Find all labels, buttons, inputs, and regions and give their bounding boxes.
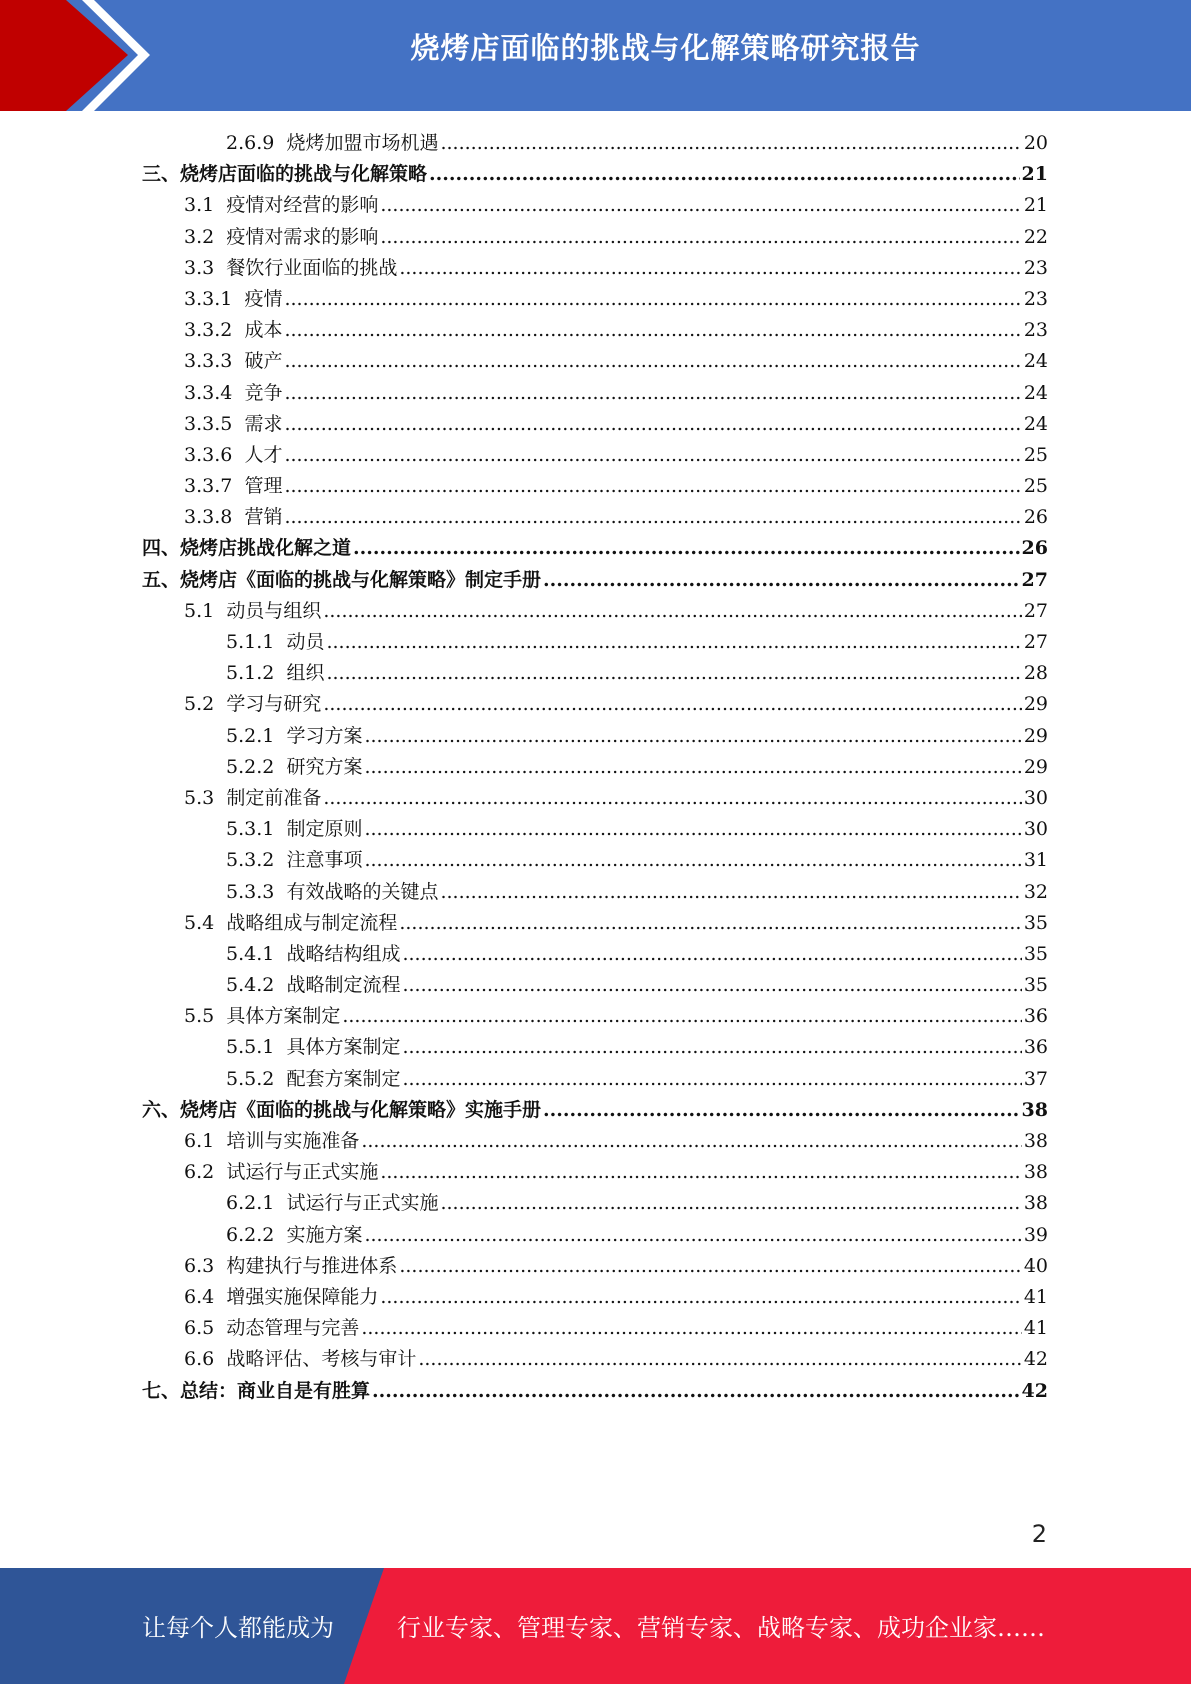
toc-entry-page: 23 xyxy=(1023,319,1048,342)
toc-entry-page: 38 xyxy=(1023,1130,1048,1152)
toc-entry-title: 烧烤店面临的挑战与化解策略 xyxy=(180,163,428,186)
toc-entry-page: 24 xyxy=(1023,412,1048,435)
toc-entry-page: 20 xyxy=(1023,132,1048,154)
toc-entry-title: 配套方案制定 xyxy=(286,1067,401,1090)
toc-entry-title: 烧烤店挑战化解之道 xyxy=(180,537,352,560)
toc-entry[interactable] xyxy=(142,1251,1048,1282)
toc-dot-leader xyxy=(284,409,1021,440)
toc-entry-page: 29 xyxy=(1023,693,1048,716)
toc-entry-title: 增强实施保障能力 xyxy=(226,1285,379,1308)
toc-entry[interactable] xyxy=(142,253,1048,284)
toc-entry[interactable] xyxy=(142,877,1048,908)
toc-entry-title: 组织 xyxy=(286,662,325,685)
toc-entry-title: 注意事项 xyxy=(286,849,363,872)
toc-entry-page: 38 xyxy=(1023,1161,1048,1184)
toc-dot-leader xyxy=(364,721,1021,752)
toc-entry[interactable] xyxy=(142,222,1048,253)
toc-entry-number: 六、 xyxy=(142,1098,181,1121)
toc-entry-title: 破产 xyxy=(244,350,283,373)
toc-entry-page: 35 xyxy=(1023,942,1048,965)
toc-entry-number: 3.3 xyxy=(184,256,215,279)
toc-entry-page: 23 xyxy=(1023,287,1048,310)
toc-dot-leader xyxy=(284,502,1021,533)
toc-entry-number: 5.2.1 xyxy=(226,724,275,747)
toc-entry[interactable] xyxy=(142,1376,1048,1407)
toc-entry-number: 3.3.6 xyxy=(184,443,233,466)
toc-entry-number: 3.2 xyxy=(184,225,215,248)
toc-entry-page: 32 xyxy=(1023,880,1048,903)
toc-entry[interactable] xyxy=(142,783,1048,814)
toc-entry-page: 38 xyxy=(1021,1098,1048,1121)
toc-entry[interactable] xyxy=(142,1188,1048,1219)
toc-entry-page: 41 xyxy=(1023,1317,1048,1340)
toc-entry[interactable] xyxy=(142,939,1048,970)
toc-entry-number: 6.2 xyxy=(184,1161,215,1184)
toc-entry[interactable] xyxy=(142,752,1048,783)
toc-entry-title: 研究方案 xyxy=(286,755,363,778)
toc-dot-leader xyxy=(543,565,1020,596)
toc-entry[interactable] xyxy=(142,845,1048,876)
toc-entry-title: 营销 xyxy=(244,506,283,529)
toc-entry-page: 23 xyxy=(1023,256,1048,279)
toc-entry-number: 5.4 xyxy=(184,911,215,934)
toc-entry-page: 27 xyxy=(1021,568,1048,591)
toc-entry-number: 6.1 xyxy=(184,1130,215,1152)
toc-entry-title: 烧烤店《面临的挑战与化解策略》制定手册 xyxy=(180,568,542,591)
footer-slogan-right: 行业专家、管理专家、营销专家、战略专家、成功企业家…… xyxy=(397,1614,1045,1642)
toc-entry-number: 三、 xyxy=(142,163,181,186)
toc-entry-title: 有效战略的关键点 xyxy=(286,880,439,903)
toc-entry-number: 6.5 xyxy=(184,1317,215,1340)
toc-entry[interactable] xyxy=(142,128,1048,159)
toc-entry-number: 6.4 xyxy=(184,1285,215,1308)
toc-entry-number: 6.6 xyxy=(184,1348,215,1371)
toc-entry-title: 需求 xyxy=(244,412,283,435)
toc-entry-page: 30 xyxy=(1023,786,1048,809)
toc-dot-leader xyxy=(284,315,1021,346)
toc-dot-leader xyxy=(342,1001,1021,1032)
toc-entry-number: 5.4.1 xyxy=(226,942,275,965)
toc-entry[interactable] xyxy=(142,159,1048,190)
toc-entry-page: 35 xyxy=(1023,911,1048,934)
toc-entry-title: 战略制定流程 xyxy=(286,974,401,997)
page-number: 2 xyxy=(1031,1520,1047,1548)
toc-dot-leader xyxy=(402,939,1021,970)
toc-entry[interactable] xyxy=(142,315,1048,346)
toc-entry-title: 总结：商业自是有胜算 xyxy=(180,1379,371,1402)
toc-entry[interactable] xyxy=(142,440,1048,471)
toc-entry-number: 5.4.2 xyxy=(226,974,275,997)
toc-entry-title: 具体方案制定 xyxy=(286,1036,401,1059)
toc-entry-number: 5.1.1 xyxy=(226,631,275,653)
toc-entry[interactable] xyxy=(142,533,1048,564)
toc-entry-page: 22 xyxy=(1023,225,1048,248)
toc-entry-number: 3.3.3 xyxy=(184,350,233,373)
toc-entry-number: 3.3.2 xyxy=(184,319,233,342)
toc-entry-page: 31 xyxy=(1023,849,1048,872)
toc-entry-title: 成本 xyxy=(244,319,283,342)
toc-entry-number: 5.1 xyxy=(184,599,215,622)
toc-dot-leader xyxy=(364,814,1021,845)
toc-dot-leader xyxy=(402,1064,1021,1095)
toc-entry-title: 疫情对需求的影响 xyxy=(226,225,379,248)
toc-dot-leader xyxy=(399,253,1021,284)
toc-entry-number: 五、 xyxy=(142,568,181,591)
toc-entry[interactable] xyxy=(142,1157,1048,1188)
toc-entry[interactable] xyxy=(142,190,1048,221)
toc-entry-page: 35 xyxy=(1023,974,1048,997)
toc-entry-number: 5.5.2 xyxy=(226,1067,275,1090)
toc-entry-page: 42 xyxy=(1023,1348,1048,1371)
toc-dot-leader xyxy=(380,1157,1021,1188)
toc-entry-number: 5.5.1 xyxy=(226,1036,275,1059)
toc-entry-title: 战略结构组成 xyxy=(286,942,401,965)
toc-entry-title: 竞争 xyxy=(244,381,283,404)
toc-entry-number: 5.2 xyxy=(184,693,215,716)
toc-entry-page: 25 xyxy=(1023,475,1048,498)
toc-entry-number: 5.5 xyxy=(184,1005,215,1028)
toc-dot-leader xyxy=(380,222,1021,253)
toc-entry-title: 制定原则 xyxy=(286,818,363,841)
toc-entry-title: 人才 xyxy=(244,443,283,466)
toc-entry-number: 5.3.1 xyxy=(226,818,275,841)
toc-entry-number: 四、 xyxy=(142,537,181,560)
toc-entry-page: 41 xyxy=(1023,1285,1048,1308)
toc-entry[interactable] xyxy=(142,1282,1048,1313)
toc-entry[interactable] xyxy=(142,689,1048,720)
toc-entry-number: 6.2.2 xyxy=(226,1223,275,1246)
toc-entry-page: 26 xyxy=(1023,506,1048,529)
toc-entry-page: 38 xyxy=(1023,1192,1048,1215)
toc-dot-leader xyxy=(284,378,1021,409)
toc-entry-number: 5.2.2 xyxy=(226,755,275,778)
header-title: 烧烤店面临的挑战与化解策略研究报告 xyxy=(410,31,921,65)
toc-entry-page: 27 xyxy=(1023,631,1048,653)
page-footer xyxy=(0,1568,1191,1684)
toc-entry[interactable] xyxy=(142,1001,1048,1032)
toc-entry[interactable] xyxy=(142,1064,1048,1095)
toc-dot-leader xyxy=(361,1126,1021,1157)
toc-entry[interactable] xyxy=(142,1220,1048,1251)
toc-entry-page: 37 xyxy=(1023,1067,1048,1090)
toc-dot-leader xyxy=(440,877,1021,908)
toc-entry-page: 21 xyxy=(1021,163,1048,186)
toc-entry-title: 战略评估、考核与审计 xyxy=(226,1348,417,1371)
toc-entry[interactable] xyxy=(142,346,1048,377)
toc-entry-title: 动态管理与完善 xyxy=(226,1317,360,1340)
toc-entry-title: 餐饮行业面临的挑战 xyxy=(226,256,398,279)
toc-entry-title: 制定前准备 xyxy=(226,786,322,809)
toc-entry-page: 30 xyxy=(1023,818,1048,841)
toc-entry-title: 烧烤加盟市场机遇 xyxy=(286,132,439,154)
toc-entry-number: 3.1 xyxy=(184,194,215,217)
toc-entry-number: 2.6.9 xyxy=(226,132,275,154)
toc-entry[interactable] xyxy=(142,1032,1048,1063)
toc-entry-number: 3.3.1 xyxy=(184,287,233,310)
toc-entry[interactable] xyxy=(142,565,1048,596)
toc-entry-title: 具体方案制定 xyxy=(226,1005,341,1028)
toc-entry[interactable] xyxy=(142,1344,1048,1375)
toc-entry-title: 动员 xyxy=(286,631,325,653)
toc-dot-leader xyxy=(380,1282,1021,1313)
toc-entry-page: 36 xyxy=(1023,1036,1048,1059)
toc-entry-number: 5.3.3 xyxy=(226,880,275,903)
toc-entry[interactable] xyxy=(142,378,1048,409)
toc-entry-title: 战略组成与制定流程 xyxy=(226,911,398,934)
toc-dot-leader xyxy=(402,1032,1021,1063)
toc-entry-title: 学习与研究 xyxy=(226,693,322,716)
toc-entry[interactable] xyxy=(142,1126,1048,1157)
toc-dot-leader xyxy=(380,190,1021,221)
toc-dot-leader xyxy=(399,1251,1021,1282)
toc-entry[interactable] xyxy=(142,471,1048,502)
toc-dot-leader xyxy=(418,1344,1021,1375)
toc-entry-title: 疫情对经营的影响 xyxy=(226,194,379,217)
toc-entry-page: 40 xyxy=(1023,1254,1048,1277)
toc-entry-title: 动员与组织 xyxy=(226,599,322,622)
toc-entry[interactable] xyxy=(142,502,1048,533)
toc-dot-leader xyxy=(323,596,1021,627)
toc-dot-leader xyxy=(323,689,1021,720)
toc-entry[interactable] xyxy=(142,284,1048,315)
toc-entry-page: 25 xyxy=(1023,443,1048,466)
toc-dot-leader xyxy=(284,471,1021,502)
toc-entry[interactable] xyxy=(142,658,1048,689)
toc-entry-number: 3.3.4 xyxy=(184,381,233,404)
toc-entry[interactable] xyxy=(142,908,1048,939)
toc-entry-title: 构建执行与推进体系 xyxy=(226,1254,398,1277)
toc-entry-title: 学习方案 xyxy=(286,724,363,747)
toc-entry-title: 管理 xyxy=(244,475,283,498)
toc-entry-number: 3.3.5 xyxy=(184,412,233,435)
toc-dot-leader xyxy=(402,970,1021,1001)
toc-entry-page: 21 xyxy=(1023,194,1048,217)
toc-dot-leader xyxy=(440,1188,1021,1219)
toc-entry-number: 6.3 xyxy=(184,1254,215,1277)
toc-entry[interactable] xyxy=(142,596,1048,627)
toc-entry-title: 试运行与正式实施 xyxy=(226,1161,379,1184)
toc-entry-page: 29 xyxy=(1023,724,1048,747)
toc-entry-number: 5.3 xyxy=(184,786,215,809)
toc-entry[interactable] xyxy=(142,1095,1048,1126)
toc-entry[interactable] xyxy=(142,1313,1048,1344)
toc-entry-title: 培训与实施准备 xyxy=(226,1130,360,1152)
toc-entry-title: 实施方案 xyxy=(286,1223,363,1246)
toc-dot-leader xyxy=(284,440,1021,471)
toc-dot-leader xyxy=(284,284,1021,315)
toc-dot-leader xyxy=(543,1095,1020,1126)
toc-entry[interactable] xyxy=(142,970,1048,1001)
toc-dot-leader xyxy=(372,1376,1020,1407)
toc-entry-title: 烧烤店《面临的挑战与化解策略》实施手册 xyxy=(180,1098,542,1121)
toc-entry[interactable] xyxy=(142,627,1048,658)
toc-entry-page: 26 xyxy=(1021,537,1048,560)
toc-entry-title: 疫情 xyxy=(244,287,283,310)
toc-entry-number: 6.2.1 xyxy=(226,1192,275,1215)
toc-entry-page: 24 xyxy=(1023,381,1048,404)
toc-entry-title: 试运行与正式实施 xyxy=(286,1192,439,1215)
toc-entry-number: 七、 xyxy=(142,1379,181,1402)
toc-entry-page: 24 xyxy=(1023,350,1048,373)
toc-dot-leader xyxy=(399,908,1021,939)
toc-entry-page: 36 xyxy=(1023,1005,1048,1028)
table-of-contents xyxy=(142,128,1048,1407)
toc-dot-leader xyxy=(326,658,1021,689)
toc-entry-page: 42 xyxy=(1021,1379,1048,1402)
toc-entry[interactable] xyxy=(142,409,1048,440)
toc-dot-leader xyxy=(361,1313,1021,1344)
toc-dot-leader xyxy=(364,752,1021,783)
toc-entry-page: 28 xyxy=(1023,662,1048,685)
toc-dot-leader xyxy=(440,128,1021,159)
toc-entry-page: 29 xyxy=(1023,755,1048,778)
toc-dot-leader xyxy=(353,533,1020,564)
toc-dot-leader xyxy=(364,1220,1021,1251)
footer-slogan-left: 让每个人都能成为 xyxy=(142,1614,334,1642)
toc-entry-number: 3.3.8 xyxy=(184,506,233,529)
toc-entry-number: 5.3.2 xyxy=(226,849,275,872)
toc-entry-number: 5.1.2 xyxy=(226,662,275,685)
toc-entry[interactable] xyxy=(142,721,1048,752)
toc-entry-page: 39 xyxy=(1023,1223,1048,1246)
toc-entry-number: 3.3.7 xyxy=(184,475,233,498)
page-header xyxy=(0,0,1191,111)
toc-entry-page: 27 xyxy=(1023,599,1048,622)
toc-dot-leader xyxy=(364,845,1021,876)
toc-dot-leader xyxy=(284,346,1021,377)
toc-dot-leader xyxy=(326,627,1021,658)
toc-entry[interactable] xyxy=(142,814,1048,845)
toc-dot-leader xyxy=(429,159,1020,190)
toc-dot-leader xyxy=(323,783,1021,814)
